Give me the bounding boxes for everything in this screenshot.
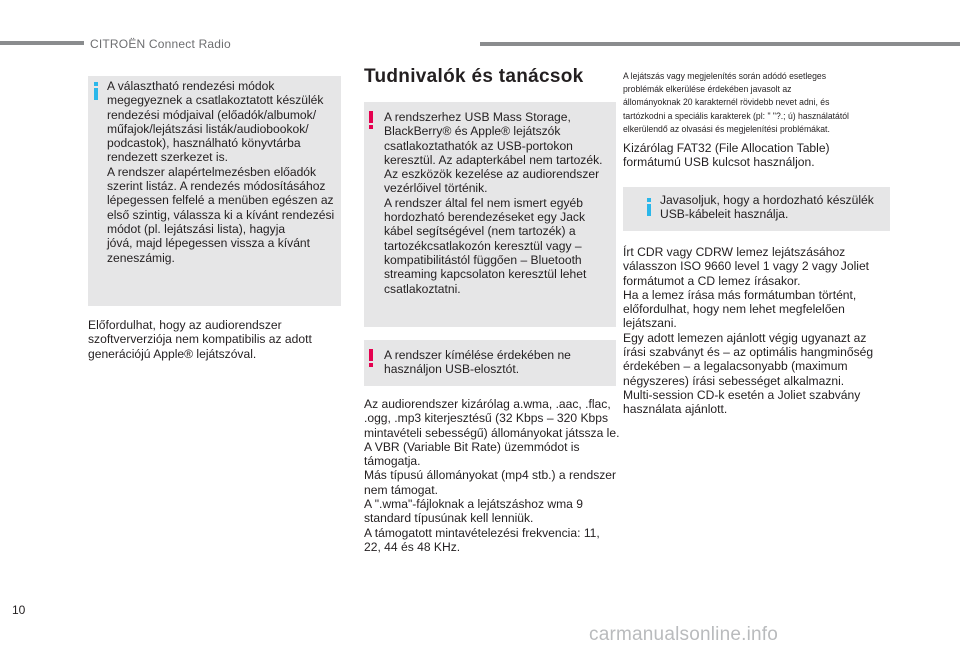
header-rule-left: [0, 41, 84, 45]
warning-box-usb-text: A rendszerhez USB Mass Storage, BlackBerry® és Apple® lejátszók csatlakoztathatók az USB-portokon keresztül. Az adapterkábel nem tartozék. Az eszközök kezelése az audiorendszer vezérlőivel történik. A rendszer által fel nem ismert egyéb hordozható berendezéseket egy Jack kábel segítségével (nem tartozék) a tartozékcsatlakozón keresztül vagy – kompatibilitástól függően – Bluetooth streaming kapcsolaton keresztül lehet csatlakoztatni.: [384, 110, 603, 296]
filename-note-text: A lejátszás vagy megjelenítés során adódó esetleges problémák elkerülése érdekében javasolt az állományoknak 20 karakternél rövidebb nevet adni, és tartózkodni a speciális karakterek (pl: " "?.; ú) használatától elkerülendő az olvasási és megjelenítési problémákat.: [623, 71, 849, 135]
apple-compatibility-text: Előfordulhat, hogy az audiorendszer szoftververziója nem kompatibilis az adott generációjú Apple® lejátszóval.: [88, 318, 312, 361]
info-box-cable-text: Javasoljuk, hogy a hordozható készülék USB-kábeleit használja.: [660, 193, 874, 222]
info-icon: [647, 198, 657, 216]
warning-icon: [369, 349, 374, 367]
header-title: CITROËN Connect Radio: [90, 37, 231, 51]
watermark: carmanualsonline.info: [589, 624, 779, 645]
cd-burning-text: Írt CDR vagy CDRW lemez lejátszásához válasszon ISO 9660 level 1 vagy 2 vagy Joliet formátumot a CD lemez írásakor. Ha a lemez írása más formátumban történt, előfordulhat, hogy nem lehet megfelelően lejátszani. Egy adott lemezen ajánlott végig ugyanazt az írási szabványt és – az optimális hangminőség érdekében – a legalacsonyabb (maximum négyszeres) írási sebességet alkalmazni. Multi-session CD-k esetén a Joliet szabvány használata ajánlott.: [623, 245, 874, 417]
info-box-sorting-text: A választható rendezési módok megegyeznek a csatlakoztatott készülék rendezési módjaival (előadók/albumok/ műfajok/lejátszási listák/audiobookok/ podcastok), használható könyvtárba rendezett szerkezet is. A rendszer alapértelmezésben előadók szerint listáz. A rendezés módosításához lépegessen felfelé a menüben egészen az első szintig, válassza ki a kívánt rendezési módot (pl. lejátszási lista), hagyja jóvá, majd lépegessen vissza a kívánt zeneszámig.: [107, 79, 335, 265]
page-number: 10: [12, 603, 26, 617]
header-rule-right: [480, 42, 960, 46]
warning-icon: [369, 111, 374, 129]
file-formats-text: Az audiorendszer kizárólag a.wma, .aac, .flac, .ogg, .mp3 kiterjesztésű (32 Kbps – 320 Kbps mintavételi sebességű) állományokat játssza le. A VBR (Variable Bit Rate) üzemmódot is támogatja. Más típusú állományokat (mp4 stb.) a rendszer nem támogat. A ".wma"-fájloknak a lejátszáshoz wma 9 standard típusúnak kell lenniük. A támogatott mintavételezési frekvencia: 11, 22, 44 és 48 KHz.: [364, 397, 620, 554]
section-heading: Tudnivalók és tanácsok: [364, 66, 584, 87]
info-icon: [94, 82, 104, 100]
warning-box-hub-text: A rendszer kímélése érdekében ne használjon USB-elosztót.: [384, 348, 571, 377]
fat32-text: Kizárólag FAT32 (File Allocation Table) formátumú USB kulcsot használjon.: [623, 141, 830, 170]
